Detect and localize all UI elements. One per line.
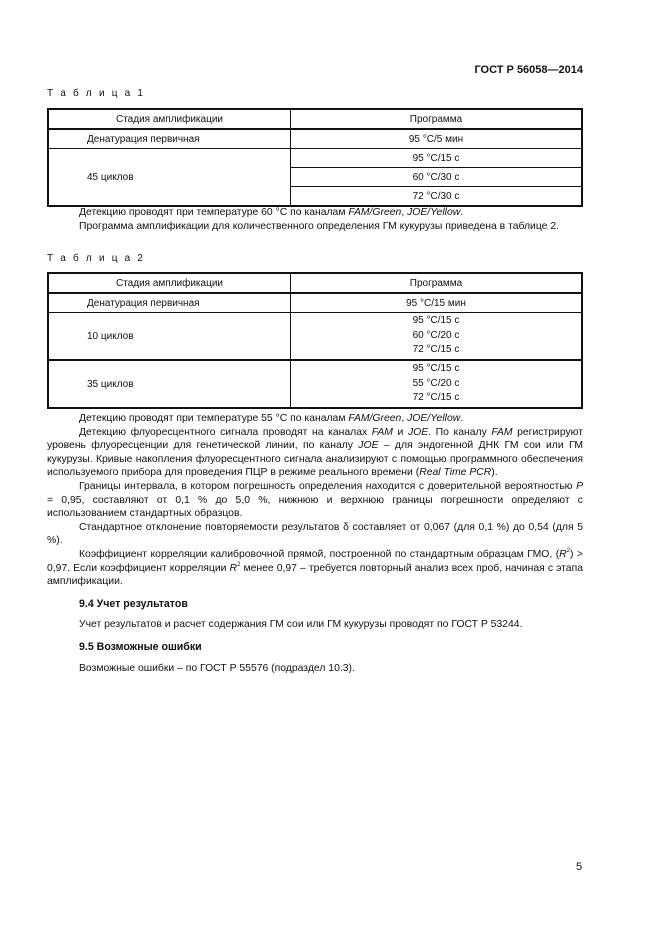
table2 xyxy=(47,272,583,409)
paragraph: Детекцию проводят при температуре 55 °С по каналам FAM/Green, JOE/Yellow. xyxy=(79,413,464,424)
paragraph: Программа амплификации для количественного определения ГМ кукурузы приведена в таблице 2. xyxy=(79,220,560,232)
text-block-1 xyxy=(47,206,583,233)
paragraph: Детекцию флуоресцентного сигнала проводят на каналах FAM и JOE. По каналу FAM регистрируют уровень флуоресценции для генетической линии, по каналу JOE – для эндогенной ДНК ГМ сои или ГМ кукурузы. Кривые накопления флуоресцентного сигнала анализируют с помощью программного обеспечения используемого прибора для проведения ПЦР в режиме реального времени (Real Time PCR). xyxy=(47,426,584,479)
table1 xyxy=(47,108,583,207)
section-heading-9-5: 9.5 Возможные ошибки xyxy=(79,640,202,653)
table-row xyxy=(48,360,582,408)
page-number: 5 xyxy=(576,861,583,873)
table-row xyxy=(48,293,582,313)
table-header: Программа xyxy=(291,109,583,129)
table-cell: Денатурация первичная xyxy=(48,293,291,313)
table-row xyxy=(48,149,582,168)
table-row xyxy=(48,129,582,149)
table1-caption: Т а б л и ц а 1 xyxy=(47,88,146,99)
paragraph: Границы интервала, в котором погрешность определения находится с доверительной вероятностью P = 0,95, составляют от 0,1 % до 5,0 %, нижнюю и верхнюю границы погрешности определяют с использованием стандартных образцов. xyxy=(47,480,583,520)
paragraph: Коэффициент корреляции калибровочной прямой, построенной по стандартным образцам ГМО, $(R^2) > 0,97$. Если коэффициент корреляции $R^2$ менее 0,97 – требуется повторный анализ всех проб, начиная с этапа амплификации. xyxy=(47,547,583,588)
table-row xyxy=(48,313,582,361)
paragraph: Стандартное отклонение повторяемости результатов δ составляет от 0,067 (для 0,1 %) до 0,54 (для 5 %). xyxy=(47,521,583,547)
table-cell: 95 °С/15 с 55 °С/20 с 72 °С/15 с xyxy=(291,360,583,408)
table-cell: 10 циклов xyxy=(48,313,291,361)
table-cell: 95 °С/5 мин xyxy=(291,129,583,149)
table-cell: 95 °С/15 с xyxy=(291,149,583,168)
document-header: ГОСТ Р 56058—2014 xyxy=(474,64,583,76)
table-header: Программа xyxy=(291,273,583,293)
table-header: Стадия амплификации xyxy=(48,109,291,129)
text-block-2 xyxy=(47,412,583,675)
table-header: Стадия амплификации xyxy=(48,273,291,293)
table-cell: 95 °С/15 мин xyxy=(291,293,583,313)
paragraph: Учет результатов и расчет содержания ГМ сои или ГМ кукурузы проводят по ГОСТ Р 53244. xyxy=(79,619,523,631)
section-heading-9-4: 9.4 Учет результатов xyxy=(79,597,188,610)
table2-caption: Т а б л и ц а 2 xyxy=(47,253,146,264)
table-cell: 60 °С/30 с xyxy=(291,168,583,187)
paragraph: Возможные ошибки – по ГОСТ Р 55576 (подраздел 10.3). xyxy=(79,662,355,674)
paragraph: Детекцию проводят при температуре 60 °С по каналам FAM/Green, JOE/Yellow. xyxy=(79,207,464,218)
table-cell: 72 °С/30 с xyxy=(291,187,583,207)
table-cell: 45 циклов xyxy=(48,149,291,207)
table-cell: Денатурация первичная xyxy=(48,129,291,149)
table-cell: 95 °С/15 с 60 °С/20 с 72 °С/15 с xyxy=(291,313,583,361)
table-cell: 35 циклов xyxy=(48,360,291,408)
